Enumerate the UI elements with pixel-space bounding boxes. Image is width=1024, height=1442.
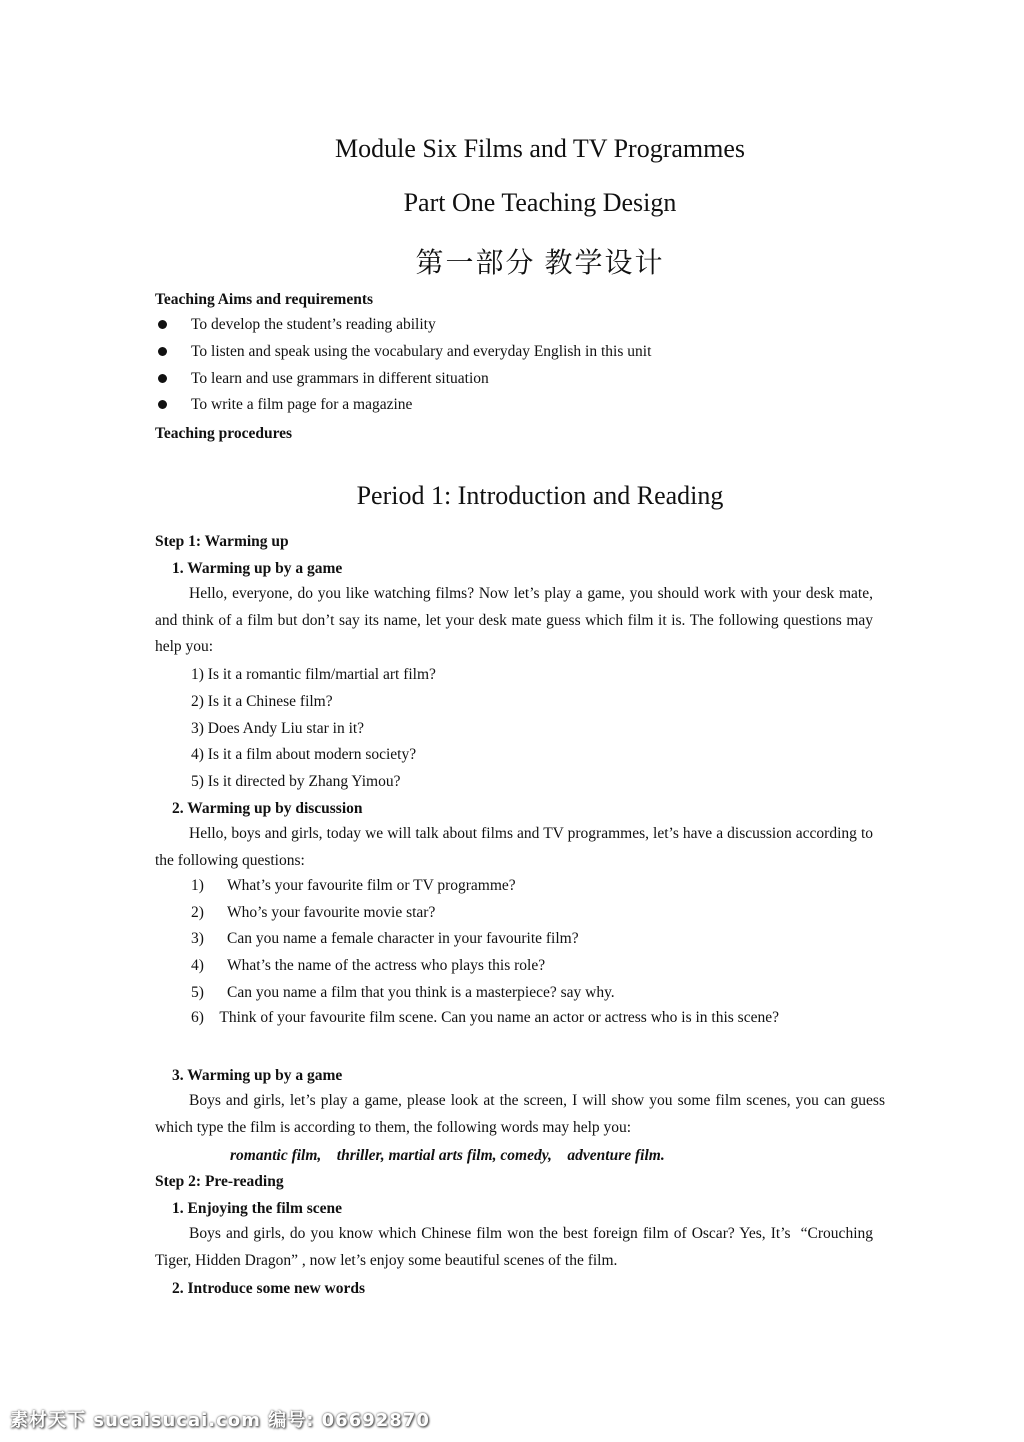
step1-sub2-heading: 2. Warming up by discussion: [172, 800, 363, 817]
aim-item: To listen and speak using the vocabulary and everyday English in this unit: [191, 343, 652, 360]
period-title: Period 1: Introduction and Reading: [356, 481, 724, 510]
aims-heading: Teaching Aims and requirements: [155, 291, 374, 308]
bullet-icon: [158, 320, 167, 329]
step1-sub1-heading: 1. Warming up by a game: [172, 560, 343, 577]
step1-sub1-text: Hello, everyone, do you like watching films? Now let’s play a game, you should work with your desk mate, and think of a film but don’t say its name, let your desk mate guess which film it is. The following questions may help you:: [155, 585, 873, 655]
module-title: Module Six Films and TV Programmes: [335, 134, 745, 163]
bullet-icon: [158, 400, 167, 409]
part-title: Part One Teaching Design: [403, 188, 677, 217]
discussion-question: What’s the name of the actress who plays this role?: [227, 957, 546, 974]
discussion-question: Think of your favourite film scene. Can you name an actor or actress who is in this scene?: [219, 1009, 779, 1026]
step2-sub1-heading: 1. Enjoying the film scene: [172, 1200, 343, 1217]
step1-sub3-heading: 3. Warming up by a game: [172, 1067, 343, 1084]
procedures-heading: Teaching procedures: [155, 425, 293, 442]
chinese-title: 第一部分 教学设计: [415, 248, 665, 279]
question-item: 5) Is it directed by Zhang Yimou?: [191, 773, 401, 790]
step2-sub1-text: Boys and girls, do you know which Chinese film won the best foreign film of Oscar? Yes, It’s “Crouching Tiger, Hidden Dragon” , now let’s enjoy some beautiful scenes of the film.: [155, 1225, 877, 1269]
discussion-num: 6): [191, 1009, 204, 1026]
discussion-question: What’s your favourite film or TV programme?: [227, 877, 516, 894]
discussion-question: Who’s your favourite movie star?: [227, 904, 436, 921]
discussion-num: 2): [191, 904, 204, 921]
discussion-num: 5): [191, 984, 204, 1001]
watermark: 素材天下 sucaisucai.com 编号: 06692870: [10, 1410, 430, 1431]
question-item: 3) Does Andy Liu star in it?: [191, 720, 365, 737]
question-item: 2) Is it a Chinese film?: [191, 693, 333, 710]
discussion-num: 4): [191, 957, 204, 974]
bullet-icon: [158, 347, 167, 356]
bullet-icon: [158, 374, 167, 383]
step1-sub2-text: Hello, boys and girls, today we will talk about films and TV programmes, let’s have a discussion according to the following questions:: [155, 825, 873, 869]
step2-sub2-heading: 2. Introduce some new words: [172, 1280, 366, 1297]
aim-item: To develop the student’s reading ability: [191, 316, 436, 333]
question-item: 4) Is it a film about modern society?: [191, 746, 417, 763]
discussion-question-6: [155, 1005, 873, 1032]
discussion-num: 3): [191, 930, 204, 947]
aim-item: To write a film page for a magazine: [191, 396, 413, 413]
discussion-num: 1): [191, 877, 204, 894]
step1-heading: Step 1: Warming up: [155, 533, 289, 550]
discussion-question: Can you name a film that you think is a masterpiece? say why.: [227, 984, 615, 1001]
film-type-words: romantic film, thriller, martial arts film, comedy, adventure film.: [230, 1147, 665, 1164]
step2-heading: Step 2: Pre-reading: [155, 1173, 284, 1190]
question-item: 1) Is it a romantic film/martial art film?: [191, 666, 436, 683]
step1-sub3-text: Boys and girls, let’s play a game, please look at the screen, I will show you some film scenes, you can guess which type the film is according to them, the following words may help you:: [155, 1092, 885, 1136]
aim-item: To learn and use grammars in different situation: [191, 370, 489, 387]
discussion-question: Can you name a female character in your favourite film?: [227, 930, 579, 947]
